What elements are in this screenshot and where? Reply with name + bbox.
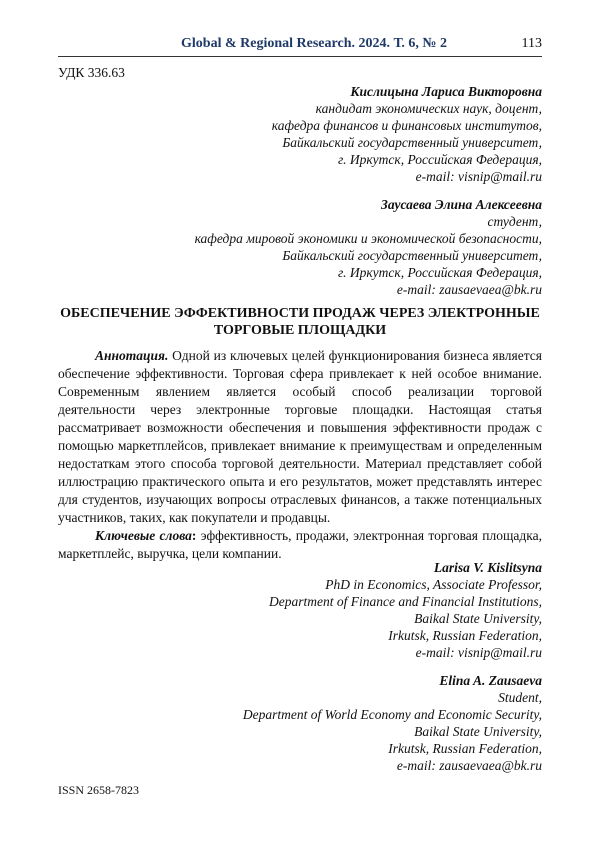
author-city: г. Иркутск, Российская Федерация, xyxy=(338,265,542,280)
author-name: Elina A. Zausaeva xyxy=(439,673,542,688)
keywords-text: эффективность, продажи, электронная торговая площадка, маркетплейс, выручка, цели компании. xyxy=(58,528,542,561)
author-department: кафедра финансов и финансовых институтов, xyxy=(271,118,542,133)
udk-code: УДК 336.63 xyxy=(58,65,125,80)
author-university: Baikal State University, xyxy=(414,724,542,739)
author-ru-1 xyxy=(272,83,542,185)
author-city: Irkutsk, Russian Federation, xyxy=(388,628,542,643)
running-header xyxy=(58,36,542,57)
author-position: кандидат экономических наук, доцент, xyxy=(315,101,542,116)
author-department: Department of World Economy and Economic Security, xyxy=(242,707,542,722)
author-email[interactable]: e-mail: visnip@mail.ru xyxy=(415,169,542,184)
author-position: Student, xyxy=(498,690,542,705)
author-city: Irkutsk, Russian Federation, xyxy=(388,741,542,756)
article-title: ОБЕСПЕЧЕНИЕ ЭФФЕКТИВНОСТИ ПРОДАЖ ЧЕРЕЗ ЭЛЕКТРОННЫЕ ТОРГОВЫЕ ПЛОЩАДКИ xyxy=(60,306,540,338)
author-position: PhD in Economics, Associate Professor, xyxy=(325,577,542,592)
author-email[interactable]: e-mail: zausaevaea@bk.ru xyxy=(396,282,542,297)
author-en-2 xyxy=(243,672,542,774)
keywords-paragraph: Ключевые слова: эффективность, продажи, электронная торговая площадка, маркетплейс, выручка, цели компании. xyxy=(58,528,542,561)
author-email[interactable]: e-mail: zausaevaea@bk.ru xyxy=(396,758,542,773)
author-university: Байкальский государственный университет, xyxy=(282,135,542,150)
author-city: г. Иркутск, Российская Федерация, xyxy=(338,152,542,167)
author-en-1 xyxy=(269,559,542,661)
author-email[interactable]: e-mail: visnip@mail.ru xyxy=(415,645,542,660)
author-university: Байкальский государственный университет, xyxy=(282,248,542,263)
abstract-paragraph xyxy=(58,347,542,527)
author-name: Кислицына Лариса Викторовна xyxy=(350,84,542,99)
author-name: Заусаева Элина Алексеевна xyxy=(381,197,542,212)
author-department: Department of Finance and Financial Institutions, xyxy=(269,594,542,609)
abstract-text: Одной из ключевых целей функционирования бизнеса является обеспечение эффективности. Торговая сфера привлекает к ней особое внимание. Современным явлением является особый способ реализации торговой деятельности через электронные торговые площадки. Настоящая статья рассматривает возможности обеспечения и повышения эффективности продаж с помощью маркетплейсов, привлекает внимание к преимуществам и определенным недостаткам этого способа торговой деятельности. Материал представляет собой иллюстрацию практического опыта и его результатов, может представлять интерес для студентов, изучающих вопросы отраслевых финансов, а также потенциальных участников, таких, как покупатели и продавцы. xyxy=(58,348,543,525)
author-ru-2 xyxy=(195,196,542,298)
author-name: Larisa V. Kislitsyna xyxy=(433,560,542,575)
journal-title: Global & Regional Research. 2024. Т. 6, № 2 xyxy=(181,36,447,51)
abstract-label: Аннотация. xyxy=(95,348,169,363)
page-number: 113 xyxy=(521,36,542,51)
keywords-label: Ключевые слова xyxy=(95,528,192,543)
author-department: кафедра мировой экономики и экономической безопасности, xyxy=(194,231,542,246)
abstract-section xyxy=(58,347,542,563)
author-position: студент, xyxy=(487,214,542,229)
issn-footer: ISSN 2658-7823 xyxy=(58,783,140,797)
author-university: Baikal State University, xyxy=(414,611,542,626)
